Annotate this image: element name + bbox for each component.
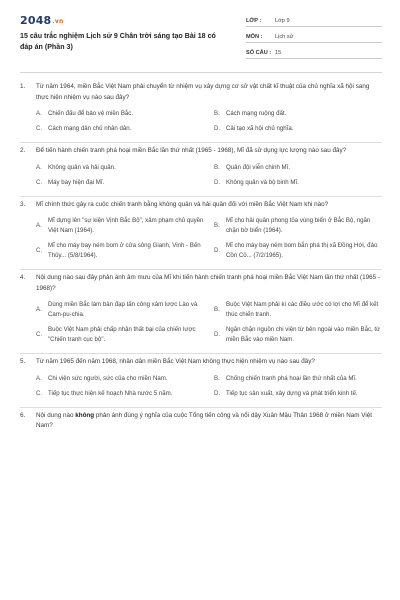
option-text: Mĩ cho hải quân phong tỏa vùng biển ở Bắc Bộ, ngăn chặn bờ biển (1964).: [226, 217, 371, 234]
option-list: [36, 163, 382, 188]
option-letter: C.: [36, 125, 43, 132]
question-6: [20, 408, 382, 440]
question-number: 6.: [20, 411, 26, 419]
question-text: Mĩ chính thức gây ra cuộc chiến tranh bằng không quân và hải quân đối với miền Bắc Việt Nam khi nào?: [36, 200, 329, 208]
option-text: Không quân và bộ binh Mĩ.: [226, 178, 299, 186]
option-text: Ngăn chặn nguồn chi viện từ bên ngoài vào miền Bắc, từ miền Bắc vào miền Nam.: [226, 326, 381, 343]
option-text: Cải tạo xã hội chủ nghĩa.: [226, 125, 294, 132]
option-c[interactable]: [36, 241, 204, 261]
option-letter: B.: [214, 110, 220, 117]
option-letter: C.: [36, 389, 43, 397]
option-c[interactable]: [36, 178, 204, 188]
option-text: Tiếp tục thực hiện kế hoạch Nhà nước 5 năm.: [48, 389, 173, 397]
question-text-emphasis: không: [75, 411, 95, 419]
option-a[interactable]: [36, 109, 204, 119]
option-list: [36, 300, 382, 345]
option-text: Buộc Việt Nam phải chấp nhận thất bại của chiến lược "Chiến tranh cục bộ".: [48, 326, 196, 343]
option-b[interactable]: [214, 374, 382, 384]
question-number: 5.: [20, 358, 26, 365]
question-number: 1.: [20, 83, 26, 90]
meta-label: LỚP :: [246, 18, 262, 24]
question-text: Để tiến hành chiến tranh phá hoại miền Bắc lần thứ nhất (1965 - 1968), Mĩ đã sử dụng lực lượng nào sau đây?: [36, 147, 347, 154]
document-title: 15 câu trắc nghiệm Lịch sử 9 Chân trời sáng tạo Bài 18 có đáp án (Phần 3): [20, 32, 216, 51]
site-logo[interactable]: [20, 14, 63, 27]
option-text: Mĩ cho máy bay ném bom ở cửa sông Gianh, Vinh - Bến Thủy... (5/8/1964).: [48, 242, 201, 259]
question-number: 2.: [20, 147, 26, 154]
meta-row-subject: [246, 30, 382, 43]
question-text-part: phản ánh đúng ý nghĩa của cuộc Tổng tiến công và nổi dậy Xuân Mậu Thân 1968 ở miền Nam Việt Nam?: [36, 411, 372, 429]
option-letter: B.: [214, 374, 220, 382]
meta-info: [246, 14, 382, 59]
option-text: Cách mạng dân chủ nhân dân.: [48, 125, 132, 132]
option-list: [36, 216, 382, 261]
question-1: [20, 79, 382, 143]
question-text: [36, 411, 382, 432]
option-letter: D.: [214, 178, 221, 186]
meta-row-class: [246, 14, 382, 27]
option-text: Quân đội viễn chinh Mĩ.: [226, 163, 291, 171]
option-text: Cách mạng ruộng đất.: [226, 110, 287, 117]
option-a[interactable]: [36, 163, 204, 173]
meta-value: 15: [275, 50, 282, 56]
option-letter: D.: [214, 331, 221, 338]
option-text: Mĩ cho máy bay ném bom bắn phá thị xã Đồng Hới, đảo Cồn Cỏ... (7/2/1965).: [226, 242, 378, 259]
option-letter: C.: [36, 178, 43, 186]
header-divider: [20, 72, 382, 73]
option-list: [36, 374, 382, 399]
question-5: [20, 354, 382, 408]
option-a[interactable]: [36, 374, 204, 384]
option-d[interactable]: [214, 389, 382, 399]
meta-label: SỐ CÂU :: [246, 50, 272, 56]
option-text: Máy bay hiện đại Mĩ.: [48, 178, 105, 186]
option-c[interactable]: [36, 325, 204, 345]
option-b[interactable]: [214, 216, 382, 236]
question-3: [20, 197, 382, 271]
question-number: 3.: [20, 200, 26, 208]
option-letter: C.: [36, 247, 43, 254]
option-letter: A.: [36, 374, 42, 382]
option-text: Buộc Việt Nam phải kí các điều ước có lợi cho Mĩ để kết thúc chiến tranh.: [226, 301, 379, 318]
option-letter: A.: [36, 306, 42, 313]
option-d[interactable]: [214, 325, 382, 345]
option-letter: B.: [214, 306, 220, 313]
option-text: Chi viện sức người, sức của cho miền Nam.: [48, 374, 168, 382]
option-c[interactable]: [36, 389, 204, 399]
question-number: 4.: [20, 274, 26, 281]
question-list: [20, 79, 382, 440]
option-b[interactable]: [214, 300, 382, 320]
option-letter: A.: [36, 110, 42, 117]
question-text: Từ năm 1965 đến năm 1968, nhân dân miền Bắc Việt Nam không thực hiện nhiệm vụ nào sau đây?: [36, 358, 315, 365]
question-text: Nội dung nào sau đây phản ánh âm mưu của Mĩ khi tiến hành chiến tranh phá hoại miền Bắc Việt Nam lần thứ nhất (1965 - 1968)?: [36, 274, 381, 292]
question-2: [20, 143, 382, 197]
option-letter: D.: [214, 247, 221, 254]
option-c[interactable]: [36, 124, 204, 134]
option-letter: A.: [36, 222, 42, 229]
option-text: Chiến đấu để bảo vệ miền Bắc.: [48, 110, 134, 117]
option-d[interactable]: [214, 178, 382, 188]
meta-value: Lớp 9: [275, 18, 290, 24]
option-text: Tiếp tục sản xuất, xây dựng và phát triển kinh tế.: [226, 389, 358, 397]
meta-label: MÔN :: [246, 34, 263, 40]
option-list: [36, 109, 382, 134]
option-letter: D.: [214, 389, 221, 397]
option-b[interactable]: [214, 163, 382, 173]
meta-row-count: [246, 46, 382, 59]
option-d[interactable]: [214, 124, 382, 134]
logo-text: 2048: [20, 14, 52, 27]
option-text: Chống chiến tranh phá hoại lần thứ nhất của Mĩ.: [226, 374, 357, 382]
question-text: Từ năm 1964, miền Bắc Việt Nam phải chuyển từ nhiệm vụ xây dựng cơ sở vật chất kĩ thuật của chủ nghĩa xã hội sang thực hiện nhiệm vụ nào sau đây?: [36, 83, 370, 101]
option-text: Mĩ dựng lên "sự kiện Vịnh Bắc Bộ", xâm phạm chủ quyền Việt Nam (1964).: [48, 217, 204, 234]
option-text: Không quân và hải quân.: [48, 163, 116, 171]
option-letter: D.: [214, 125, 221, 132]
option-letter: B.: [214, 163, 220, 171]
option-a[interactable]: [36, 300, 204, 320]
option-a[interactable]: [36, 216, 204, 236]
logo-suffix: .vn: [52, 18, 64, 25]
option-b[interactable]: [214, 109, 382, 119]
question-4: [20, 270, 382, 354]
page-header: [20, 14, 382, 64]
meta-value: Lịch sử: [275, 34, 294, 40]
option-letter: C.: [36, 331, 43, 338]
option-d[interactable]: [214, 241, 382, 261]
option-letter: B.: [214, 222, 220, 229]
option-letter: A.: [36, 163, 42, 171]
option-text: Dùng miền Bắc làm bàn đạp tấn công xâm lược Lào và Cam-pu-chia.: [48, 301, 198, 318]
question-text-part: Nội dung nào: [36, 411, 76, 419]
